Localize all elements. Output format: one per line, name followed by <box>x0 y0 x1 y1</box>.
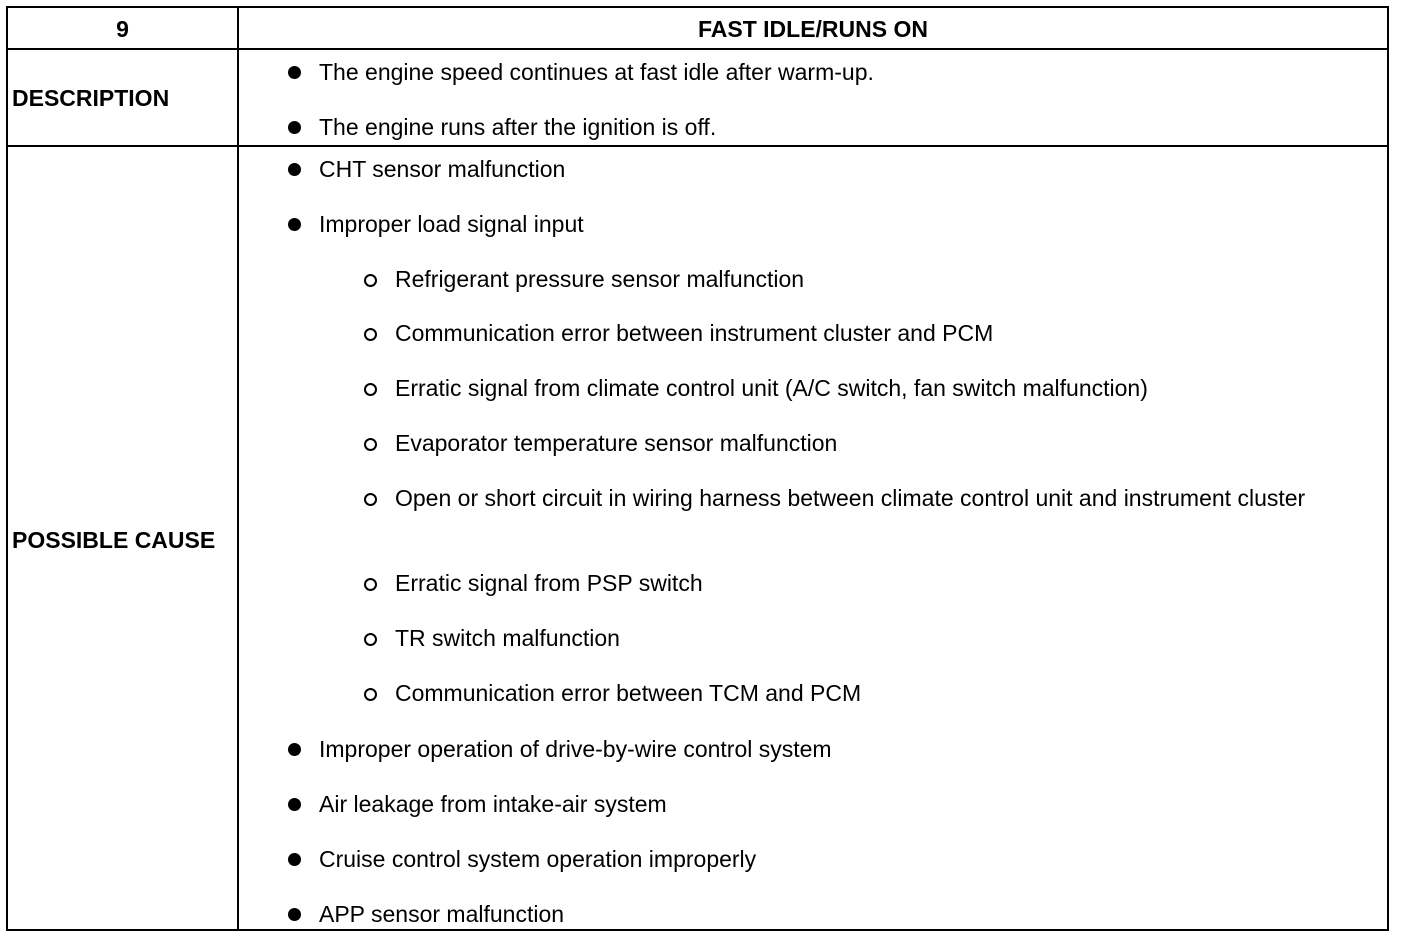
description-label: DESCRIPTION <box>12 85 170 111</box>
list-item-text: TR switch malfunction <box>395 625 620 651</box>
possible-cause-label: POSSIBLE CAUSE <box>12 527 216 553</box>
bullet-icon <box>288 908 301 921</box>
row-divider <box>8 48 1387 50</box>
list-item-text: Evaporator temperature sensor malfunction <box>395 430 838 456</box>
bullet-icon <box>288 163 301 176</box>
list-item-text: Cruise control system operation improperly <box>319 846 757 872</box>
list-item-text: Improper load signal input <box>319 211 584 237</box>
list-item-text: Improper operation of drive-by-wire control system <box>319 736 832 762</box>
circle-bullet-icon <box>364 274 377 287</box>
circle-bullet-icon <box>364 328 377 341</box>
bullet-icon <box>288 121 301 134</box>
circle-bullet-icon <box>364 438 377 451</box>
list-item-text: Communication error between instrument cluster and PCM <box>395 320 994 346</box>
bullet-icon <box>288 218 301 231</box>
circle-bullet-icon <box>364 633 377 646</box>
troubleshooting-table <box>6 6 1389 931</box>
bullet-icon <box>288 798 301 811</box>
column-divider <box>237 8 239 929</box>
circle-bullet-icon <box>364 688 377 701</box>
step-number: 9 <box>116 16 129 42</box>
list-item-text: Communication error between TCM and PCM <box>395 680 862 706</box>
list-item-text: APP sensor malfunction <box>319 901 565 927</box>
list-item-text: Refrigerant pressure sensor malfunction <box>395 266 805 292</box>
list-item-text: Erratic signal from PSP switch <box>395 570 703 596</box>
circle-bullet-icon <box>364 578 377 591</box>
bullet-icon <box>288 853 301 866</box>
circle-bullet-icon <box>364 493 377 506</box>
list-item-text: Air leakage from intake-air system <box>319 791 667 817</box>
bullet-icon <box>288 66 301 79</box>
list-item-text: CHT sensor malfunction <box>319 156 566 182</box>
list-item-text: The engine speed continues at fast idle after warm-up. <box>319 59 874 85</box>
circle-bullet-icon <box>364 383 377 396</box>
step-title: FAST IDLE/RUNS ON <box>697 16 928 42</box>
list-item-text: Open or short circuit in wiring harness between climate control unit and instrument cluster <box>395 485 1306 511</box>
bullet-icon <box>288 743 301 756</box>
row-divider <box>8 145 1387 147</box>
list-item-text: The engine runs after the ignition is off. <box>319 114 717 140</box>
list-item-text: Erratic signal from climate control unit (A/C switch, fan switch malfunction) <box>395 375 1148 401</box>
